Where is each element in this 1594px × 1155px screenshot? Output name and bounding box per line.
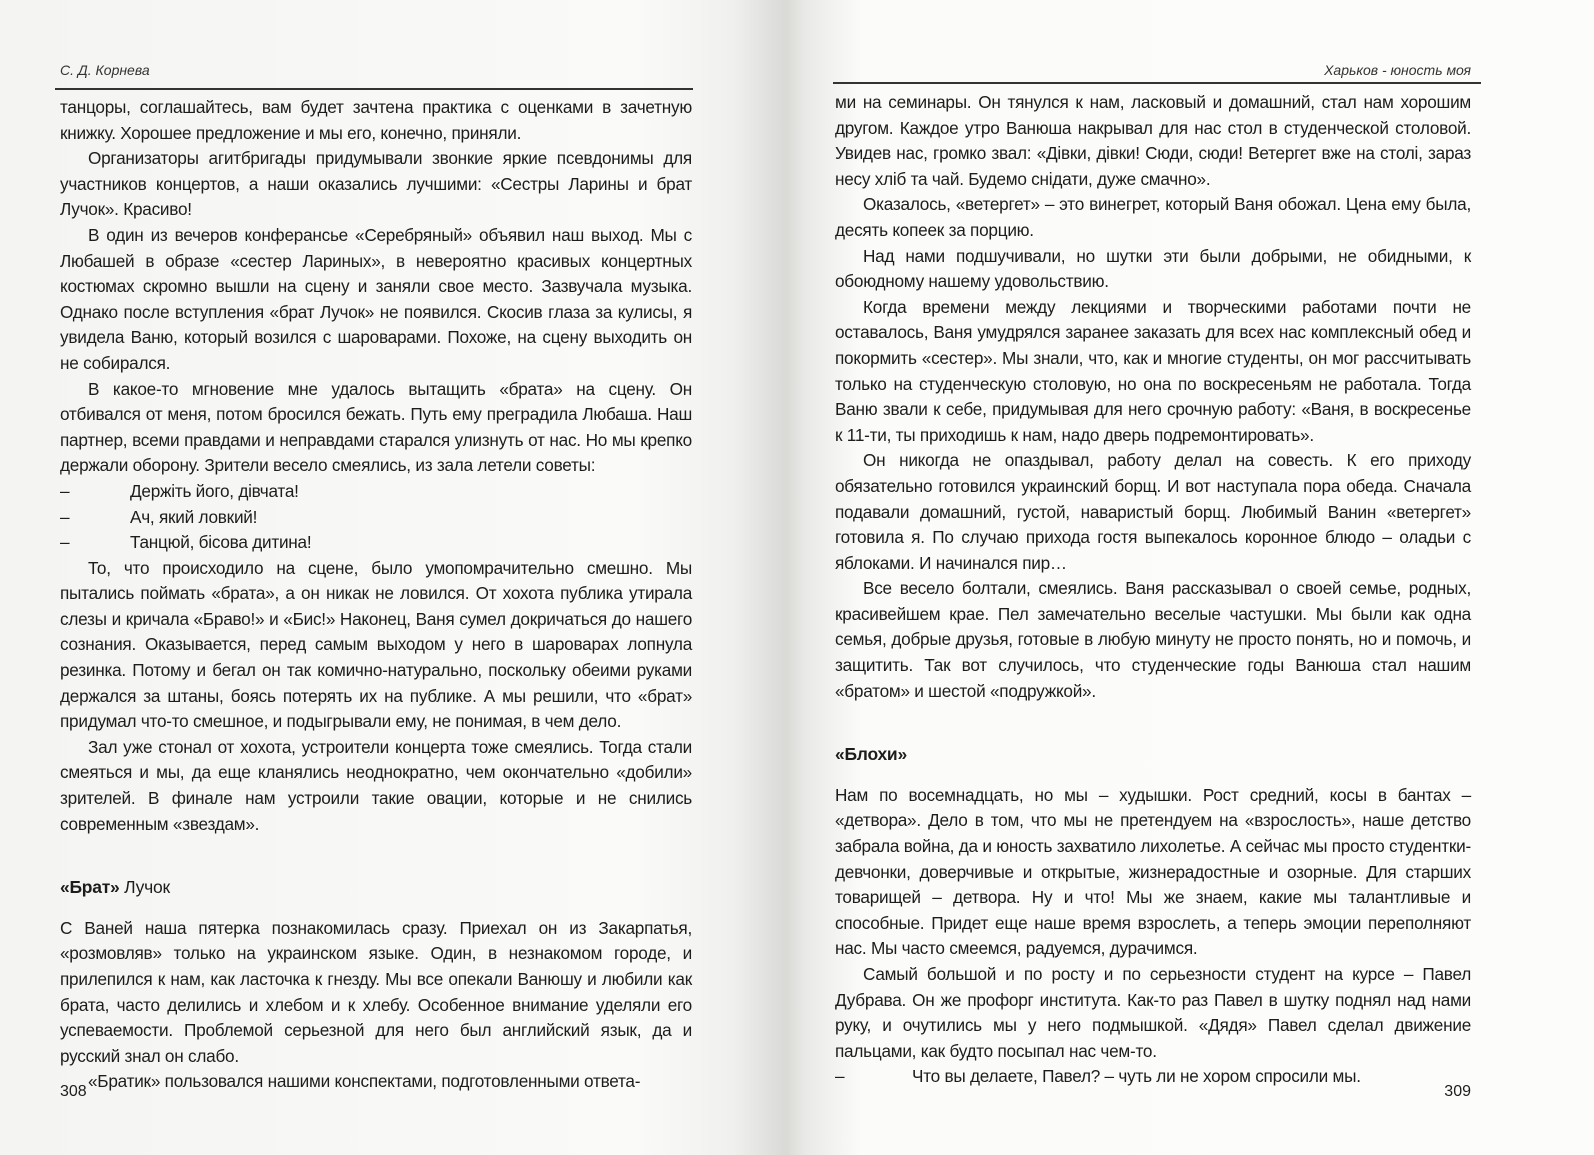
page-number: 309 bbox=[1444, 1083, 1471, 1100]
paragraph: ми на семинары. Он тянулся к нам, ласковый и домашний, стал нам хорошим другом. Каждое утро Ванюша накрывал для нас стол в студенческой столовой. Увидев нас, громко звал: «Дівки, дівки! Сюди, сюди! Ветергет вже на столі, зараз несу хліб та чай. Будемо снідати, дуже смачно». bbox=[835, 92, 1471, 189]
body-text bbox=[60, 95, 692, 1095]
paragraph: Самый большой и по росту и по серьезности студент на курсе – Павел Дубрава. Он же профорг института. Как-то раз Павел в шутку поднял над нами руку, и очутились мы у него подмышкой. «Дядя» Павел сделал движение пальцами, как будто посыпал нас чем-то. bbox=[835, 964, 1471, 1061]
paragraph: С Ваней наша пятерка познакомилась сразу. Приехал он из Закарпатья, «розмовляв» только на украинском языке. Один, в незнакомом городе, и прилепился к нам, как ласточка к гнезду. Мы все опекали Ванюшу и любили как брата, часто делились и хлебом и к хлебу. Особенное внимание уделяли его успеваемости. Проблемой серьезной для него был английский язык, да и русский знал он слабо. bbox=[60, 917, 692, 1066]
dialogue-line bbox=[60, 530, 692, 556]
section-heading bbox=[60, 875, 692, 901]
dialogue-text: Держіть його, дівчата! bbox=[130, 480, 299, 501]
paragraph: Нам по восемнадцать, но мы – худышки. Рост средний, косы в бантах – «детвора». Дело в том, что мы не претендуем на «взрослость», наше детство забрала война, да и юность захватило лихолетье. А сейчас мы просто студентки-девчонки, доверчивые и открытые, жизнерадостные и озорные. Для старших товарищей – детвора. Ну и что! Мы же знаем, какие мы талантливые и способные. Придет еще наше время взрослеть, а теперь эмоции переполняют нас. Мы часто смеемся, радуемся, дурачимся. bbox=[835, 784, 1471, 959]
dialogue-text: Ач, який ловкий! bbox=[130, 506, 258, 527]
dash: – bbox=[60, 532, 70, 553]
paragraph: Все весело болтали, смеялись. Ваня рассказывал о своей семье, родных, красивейшем крае. Пел замечательно веселые частушки. Мы были как одна семья, добрые друзья, готовые в любую минуту не просто понять, но и помочь, и защитить. Так вот случилось, что студенческие годы Ванюша стал нашим «братом» и шестой «подружкой». bbox=[835, 578, 1471, 701]
header-rule bbox=[55, 88, 693, 90]
paragraph: То, что происходило на сцене, было умопомрачительно смешно. Мы пытались поймать «брата», а он никак не ловился. От хохота публика утирала слезы и кричала «Браво!» и «Бис!» Наконец, Ваня сумел докричаться до нашего сознания. Оказывается, перед самым выходом у него в шароварах лопнула резинка. Потому и бегал он так комично-натурально, поскольку обеими руками держался за штаны, боясь потерять их на публике. А мы решили, что «брат» придумал что-то смешное, и подыгрывали ему, не понимая, в чем дело. bbox=[60, 557, 692, 732]
paragraph: танцоры, соглашайтесь, вам будет зачтена практика с оценками в зачетную книжку. Хорошее предложение и мы его, конечно, приняли. bbox=[60, 97, 692, 143]
body-text bbox=[835, 90, 1471, 1090]
paragraph: Организаторы агитбригады придумывали звонкие яркие псевдонимы для участников концертов, а наши оказались лучшими: «Сестры Ларины и брат Лучок». Красиво! bbox=[60, 148, 692, 220]
dash: – bbox=[60, 480, 70, 501]
dash: – bbox=[835, 1066, 845, 1087]
paragraph: Оказалось, «ветергет» – это винегрет, который Ваня обожал. Цена ему была, десять копеек за порцию. bbox=[835, 194, 1471, 240]
paragraph: «Братик» пользовался нашими конспектами, подготовленными ответа- bbox=[88, 1071, 641, 1092]
dialogue-text: Что вы делаете, Павел? – чуть ли не хором спросили мы. bbox=[912, 1066, 1361, 1087]
paragraph: Когда времени между лекциями и творческими работами почти не оставалось, Ваня умудрялся заранее заказать для всех нас комплексный обед и покормить «сестер». Мы знали, что, как и многие студенты, он мог рассчитывать только на студенческую столовую, но она по воскресеньям не работала. Тогда Ваню звали к себе, придумывая для него срочную работу: «Ваня, в воскресенье к 11-ти, ты приходишь к нам, надо дверь подремонтировать». bbox=[835, 296, 1471, 445]
paragraph: В какое-то мгновение мне удалось вытащить «брата» на сцену. Он отбивался от меня, потом бросился бежать. Путь ему преградила Любаша. Наш партнер, всеми правдами и неправдами старался улизнуть от нас. Но мы крепко держали оборону. Зрители весело смеялись, из зала летели советы: bbox=[60, 378, 692, 476]
running-head-author: С. Д. Корнева bbox=[60, 62, 150, 78]
paragraph: Над нами подшучивали, но шутки эти были добрыми, не обидными, к обоюдному нашему удовольствию. bbox=[835, 245, 1471, 292]
dialogue-line bbox=[60, 479, 692, 505]
dialogue-line bbox=[60, 505, 692, 531]
paragraph: Он никогда не опаздывал, работу делал на совесть. К его приходу обязательно готовился украинский борщ. И вот наступала пора обеда. Сначала подавали домашний, густой, наваристый борщ. Любимый Ванин «ветергет» готовила я. По случаю прихода гостя выпекалось коронное блюдо – оладьи с яблоками. И начинался пир… bbox=[835, 450, 1471, 573]
section-heading bbox=[835, 742, 1471, 768]
heading-text: «Блохи» bbox=[835, 744, 907, 765]
page-number: 308 bbox=[60, 1083, 87, 1100]
dialogue-text: Танцюй, бісова дитина! bbox=[130, 532, 312, 553]
heading-bold-part: «Брат» bbox=[60, 877, 120, 898]
paragraph: Зал уже стонал от хохота, устроители концерта тоже смеялись. Тогда стали смеяться и мы, да еще кланялись неоднократно, чем окончательно «добили» зрителей. В финале нам устроили такие овации, которые и не снились современным «звездам». bbox=[60, 736, 692, 834]
dash: – bbox=[60, 506, 70, 527]
paragraph: В один из вечеров конферансье «Серебряный» объявил наш выход. Мы с Любашей в образе «сестер Лариных», в невероятно красивых концертных костюмах скромно вышли на сцену и заняли свое место. Зазвучала музыка. Однако после вступления «брат Лучок» не появился. Скосив глаза за кулисы, я увидела Ваню, который возился с шароварами. Похоже, на сцену выходить он не собирался. bbox=[60, 224, 692, 373]
running-head-title: Харьков - юность моя bbox=[1324, 62, 1471, 78]
dialogue-line bbox=[835, 1064, 1471, 1090]
header-rule bbox=[833, 82, 1481, 84]
heading-rest: Лучок bbox=[119, 877, 170, 898]
